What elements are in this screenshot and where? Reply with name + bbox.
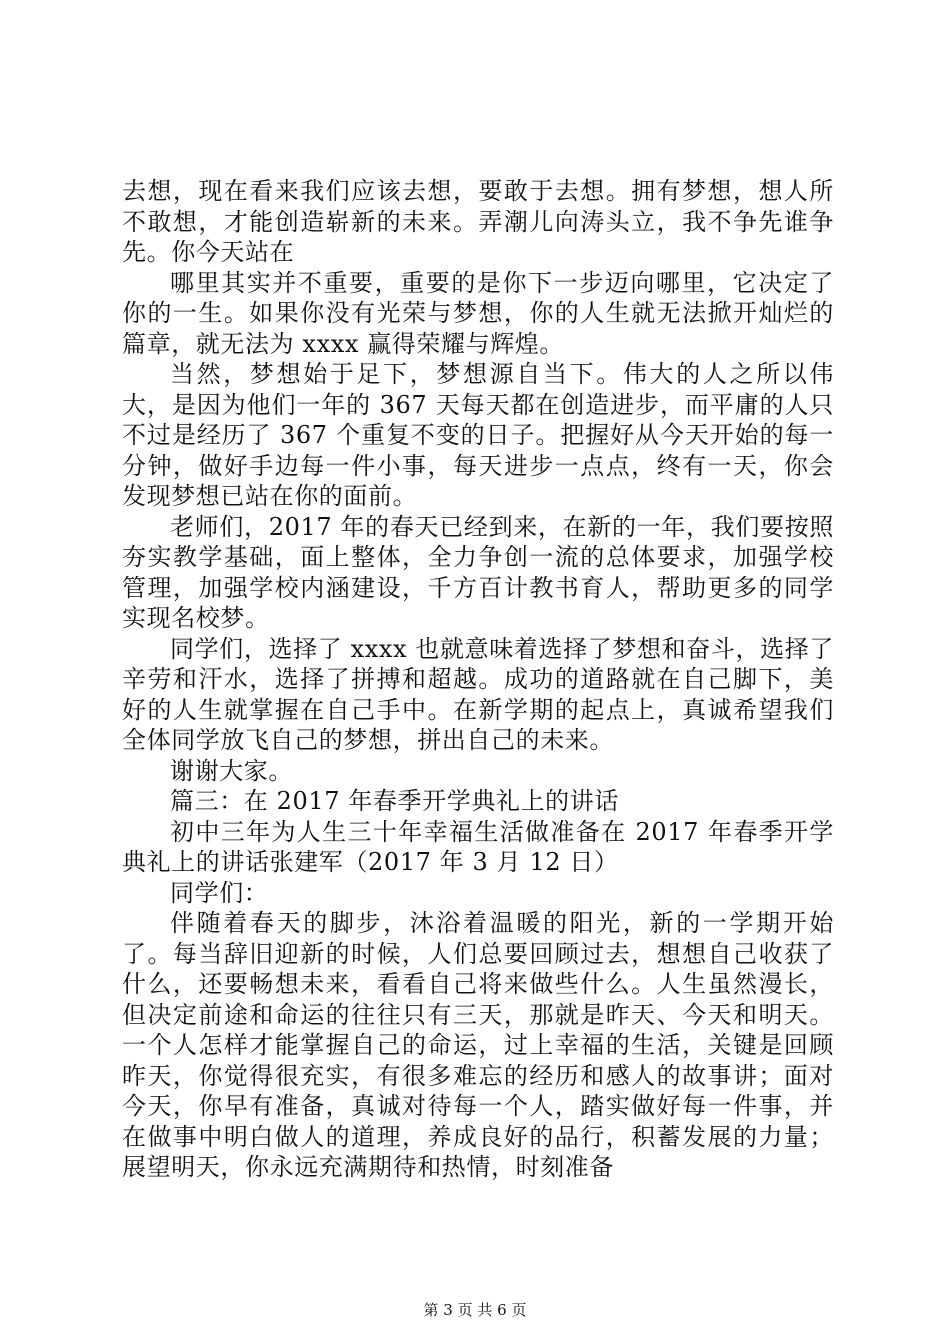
- page-footer: 第 3 页 共 6 页: [423, 1301, 527, 1319]
- paragraph: 老师们，2017 年的春天已经到来，在新的一年，我们要按照夯实教学基础，面上整体，全力争创一流的总体要求，加强学校管理，加强学校内涵建设，千方百计教书育人，帮助更多的同学实现名校梦。: [122, 512, 834, 632]
- paragraph: 哪里其实并不重要，重要的是你下一步迈向哪里，它决定了你的一生。如果你没有光荣与梦想，你的人生就无法掀开灿烂的篇章，就无法为 xxxx 赢得荣耀与辉煌。: [122, 268, 834, 358]
- paragraph: 谢谢大家。: [170, 756, 293, 785]
- paragraph: 同学们，选择了 xxxx 也就意味着选择了梦想和奋斗，选择了辛劳和汗水，选择了拼搏和超越。成功的道路就在自己脚下，美好的人生就掌握在自己手中。在新学期的起点上，真诚希望我们全体同学放飞自己的梦想，拼出自己的未来。: [122, 634, 834, 754]
- paragraph: 初中三年为人生三十年幸福生活做准备在 2017 年春季开学典礼上的讲话张建军（2017 年 3 月 12 日）: [122, 817, 834, 876]
- paragraph: 当然，梦想始于足下，梦想源自当下。伟大的人之所以伟大，是因为他们一年的 367 天每天都在创造进步，而平庸的人只不过是经历了 367 个重复不变的日子。把握好从今天开始的每一分钟，做好手边每一件小事，每天进步一点点，终有一天，你会发现梦想已站在你的面前。: [122, 360, 834, 510]
- section-heading: 篇三：在 2017 年春季开学典礼上的讲话: [170, 787, 619, 815]
- salutation: 同学们：: [170, 878, 269, 907]
- document-body: [122, 176, 834, 1183]
- paragraph: 伴随着春天的脚步，沐浴着温暖的阳光，新的一学期开始了。每当辞旧迎新的时候，人们总要回顾过去，想想自己收获了什么，还要畅想未来，看看自己将来做些什么。人生虽然漫长，但决定前途和命运的往往只有三天，那就是昨天、今天和明天。一个人怎样才能掌握自己的命运，过上幸福的生活，关键是回顾昨天，你觉得很充实，有很多难忘的经历和感人的故事讲；面对今天，你早有准备，真诚对待每一个人，踏实做好每一件事，并在做事中明白做人的道理，养成良好的品行，积蓄发展的力量；展望明天，你永远充满期待和热情，时刻准备: [122, 909, 834, 1181]
- paragraph: 去想，现在看来我们应该去想，要敢于去想。拥有梦想，想人所不敢想，才能创造崭新的未来。弄潮儿向涛头立，我不争先谁争先。你今天站在: [122, 177, 834, 266]
